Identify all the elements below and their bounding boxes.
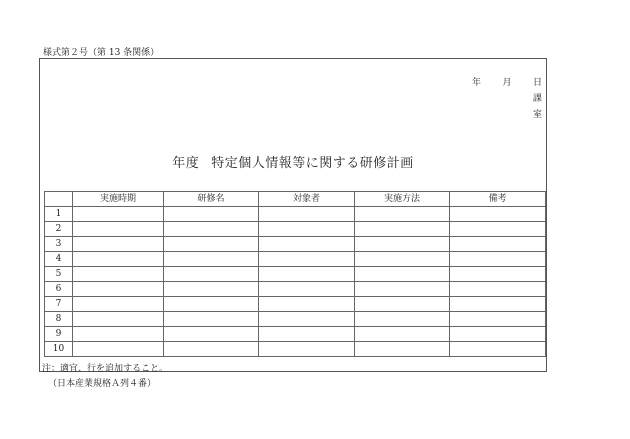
row-number: 10 — [45, 342, 73, 357]
cell-period — [73, 312, 164, 327]
form-reference: 様式第２号（第 13 条関係） — [43, 48, 160, 58]
cell-method — [355, 267, 450, 282]
cell-method — [355, 297, 450, 312]
title-year-prefix: 年度 — [172, 156, 200, 171]
row-number: 8 — [45, 312, 73, 327]
table-row — [45, 342, 546, 357]
cell-training-name — [164, 342, 259, 357]
cell-training-name — [164, 267, 259, 282]
cell-remarks — [450, 342, 546, 357]
row-number: 2 — [45, 222, 73, 237]
cell-period — [73, 237, 164, 252]
cell-period — [73, 297, 164, 312]
cell-method — [355, 222, 450, 237]
table-note: 注：適宜、行を追加すること。 — [42, 364, 169, 374]
cell-remarks — [450, 252, 546, 267]
table-row — [45, 252, 546, 267]
cell-remarks — [450, 222, 546, 237]
cell-training-name — [164, 297, 259, 312]
row-number: 3 — [45, 237, 73, 252]
cell-period — [73, 252, 164, 267]
cell-target — [259, 312, 355, 327]
cell-remarks — [450, 237, 546, 252]
cell-remarks — [450, 327, 546, 342]
cell-period — [73, 207, 164, 222]
section-label: 課 — [532, 94, 542, 104]
training-plan-table — [44, 191, 546, 357]
row-number: 4 — [45, 252, 73, 267]
row-number: 9 — [45, 327, 73, 342]
cell-remarks — [450, 312, 546, 327]
cell-method — [355, 342, 450, 357]
table-row — [45, 312, 546, 327]
cell-period — [73, 342, 164, 357]
year-label: 年 — [472, 78, 482, 88]
row-number: 5 — [45, 267, 73, 282]
table-row — [45, 327, 546, 342]
paper-standard: （日本産業規格Ａ列４番） — [48, 379, 157, 389]
cell-training-name — [164, 327, 259, 342]
cell-training-name — [164, 252, 259, 267]
column-header-training-name: 研修名 — [164, 192, 259, 207]
cell-training-name — [164, 237, 259, 252]
cell-period — [73, 282, 164, 297]
cell-target — [259, 222, 355, 237]
cell-remarks — [450, 207, 546, 222]
cell-training-name — [164, 312, 259, 327]
title-main: 特定個人情報等に関する研修計画 — [211, 156, 414, 171]
cell-period — [73, 222, 164, 237]
cell-remarks — [450, 267, 546, 282]
cell-target — [259, 237, 355, 252]
cell-period — [73, 327, 164, 342]
column-header-remarks: 備考 — [450, 192, 546, 207]
cell-training-name — [164, 282, 259, 297]
table-row — [45, 282, 546, 297]
cell-training-name — [164, 222, 259, 237]
cell-method — [355, 237, 450, 252]
table-row — [45, 297, 546, 312]
date-block — [472, 75, 542, 123]
row-number: 7 — [45, 297, 73, 312]
date-row — [472, 75, 542, 91]
cell-method — [355, 282, 450, 297]
column-header-method: 実施方法 — [355, 192, 450, 207]
table-header-row — [45, 192, 546, 207]
form-frame — [39, 58, 547, 372]
cell-method — [355, 207, 450, 222]
cell-method — [355, 327, 450, 342]
row-number: 1 — [45, 207, 73, 222]
month-label: 月 — [502, 78, 512, 88]
page-title — [40, 152, 546, 171]
cell-target — [259, 207, 355, 222]
cell-period — [73, 267, 164, 282]
row-number: 6 — [45, 282, 73, 297]
cell-remarks — [450, 282, 546, 297]
cell-method — [355, 312, 450, 327]
cell-target — [259, 252, 355, 267]
cell-method — [355, 252, 450, 267]
office-label: 室 — [532, 110, 542, 120]
table-row — [45, 207, 546, 222]
column-header-target: 対象者 — [259, 192, 355, 207]
table-row — [45, 222, 546, 237]
cell-target — [259, 327, 355, 342]
cell-training-name — [164, 207, 259, 222]
day-label: 日 — [532, 78, 542, 88]
cell-target — [259, 342, 355, 357]
cell-target — [259, 282, 355, 297]
cell-remarks — [450, 297, 546, 312]
column-header-number — [45, 192, 73, 207]
table-row — [45, 237, 546, 252]
column-header-period: 実施時期 — [73, 192, 164, 207]
table-row — [45, 267, 546, 282]
cell-target — [259, 267, 355, 282]
cell-target — [259, 297, 355, 312]
